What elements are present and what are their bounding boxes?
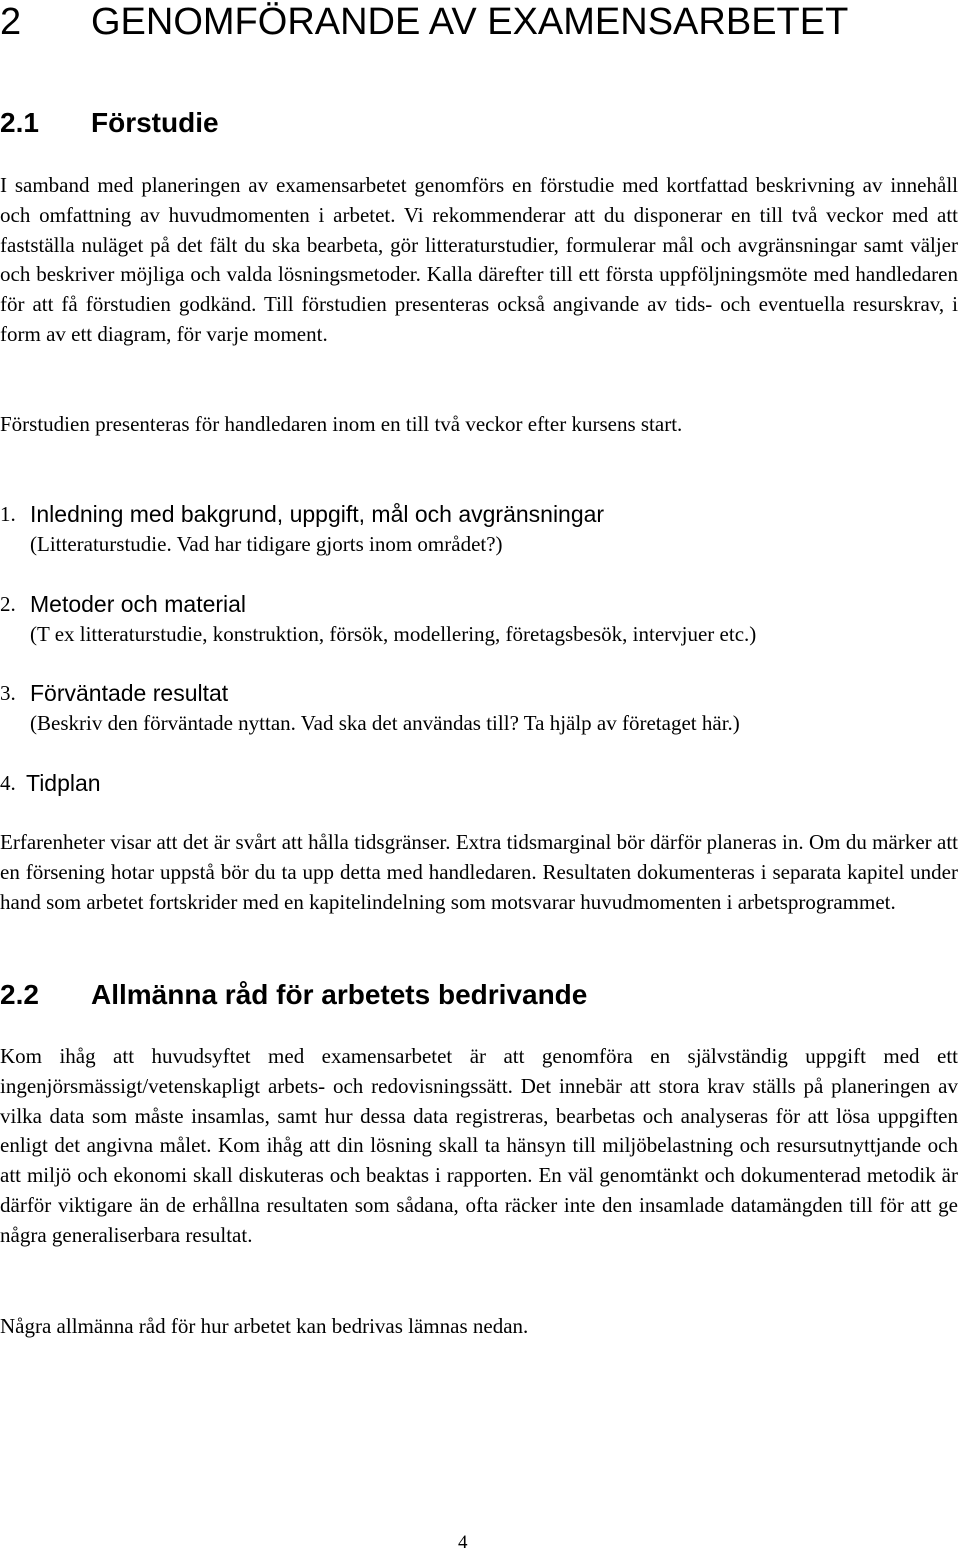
tidplan-paragraph: Erfarenheter visar att det är svårt att hålla tidsgränser. Extra tidsmarginal bör därför planeras in. Om du märker att en försening hotar uppstå bör du ta upp detta med handledaren. Resultaten dokumenteras i separata kapitel under hand som arbetet fortskrider med en kapitelindelning som motsvarar huvudmomenten i arbetsprogrammet. bbox=[0, 830, 958, 914]
allmanna-rad-paragraph: Kom ihåg att huvudsyftet med examensarbetet är att genomföra en självständig uppgift med ett ingenjörsmässigt/vetenskapligt arbets- och redovisningssätt. Det innebär att stora krav ställs på planeringen av vilka data som måste insamlas, samt hur dessa data registreras, bearbetas och analyseras för att lösa uppgiften enligt det angivna målet. Kom ihåg att din lösning skall ta hänsyn till miljöbelastning och resursutnyttjande och att miljö och ekonomi skall diskuteras och beaktas i rapporten. En väl genomtänkt och dokumenterad metodik är därför viktigare än de erhållna resultaten som sådana, ofta räcker inte den insamlade datamängden till för att ge några generaliserbara resultat. bbox=[0, 1044, 958, 1247]
list-item-number: 3. bbox=[0, 681, 16, 705]
section-number: 2.2 bbox=[0, 979, 39, 1010]
section-heading-allmanna-rad bbox=[0, 978, 587, 1012]
section-title: Förstudie bbox=[91, 107, 219, 138]
allmanna-rad-closing-paragraph: Några allmänna råd för hur arbetet kan bedrivas lämnas nedan. bbox=[0, 1314, 529, 1338]
list-item-title: Inledning med bakgrund, uppgift, mål och avgränsningar bbox=[30, 501, 605, 527]
section-number: 2.1 bbox=[0, 107, 39, 138]
section-heading-forstudie bbox=[0, 106, 219, 140]
forstudie-intro-paragraph: I samband med planeringen av examensarbetet genomförs en förstudie med kortfattad beskrivning av innehåll och omfattning av huvudmomenten i arbetet. Vi rekommenderar att du disponerar en till två veckor med att fastställa nuläget på det fält du ska bearbeta, gör litteraturstudier, formulerar mål och avgränsningar samt väljer och beskriver möjliga och valda lösningsmetoder. Kalla därefter till ett första uppföljningsmöte med handledaren för att få förstudien godkänd. Till förstudien presenteras också angivande av tids- och eventuella resurskrav, i form av ett diagram, för varje moment. bbox=[0, 173, 958, 346]
list-item-description: (T ex litteraturstudie, konstruktion, försök, modellering, företagsbesök, intervjuer etc.) bbox=[30, 622, 757, 646]
list-item-description: (Litteraturstudie. Vad har tidigare gjorts inom området?) bbox=[30, 532, 503, 556]
page-number: 4 bbox=[458, 1532, 468, 1553]
list-item-description: (Beskriv den förväntade nyttan. Vad ska det användas till? Ta hjälp av företaget här.) bbox=[30, 711, 740, 735]
list-item-number: 1. bbox=[0, 502, 16, 526]
chapter-title: GENOMFÖRANDE AV EXAMENSARBETET bbox=[91, 1, 849, 43]
chapter-heading bbox=[0, 0, 848, 44]
list-item-number: 2. bbox=[0, 592, 16, 616]
chapter-number: 2 bbox=[0, 1, 22, 43]
list-item-title: Förväntade resultat bbox=[30, 680, 229, 706]
list-item-number: 4. bbox=[0, 771, 16, 795]
list-item-title: Tidplan bbox=[26, 770, 101, 796]
list-item-title: Metoder och material bbox=[30, 591, 247, 617]
forstudie-deadline-paragraph: Förstudien presenteras för handledaren inom en till två veckor efter kursens start. bbox=[0, 412, 683, 436]
section-title: Allmänna råd för arbetets bedrivande bbox=[91, 979, 588, 1010]
